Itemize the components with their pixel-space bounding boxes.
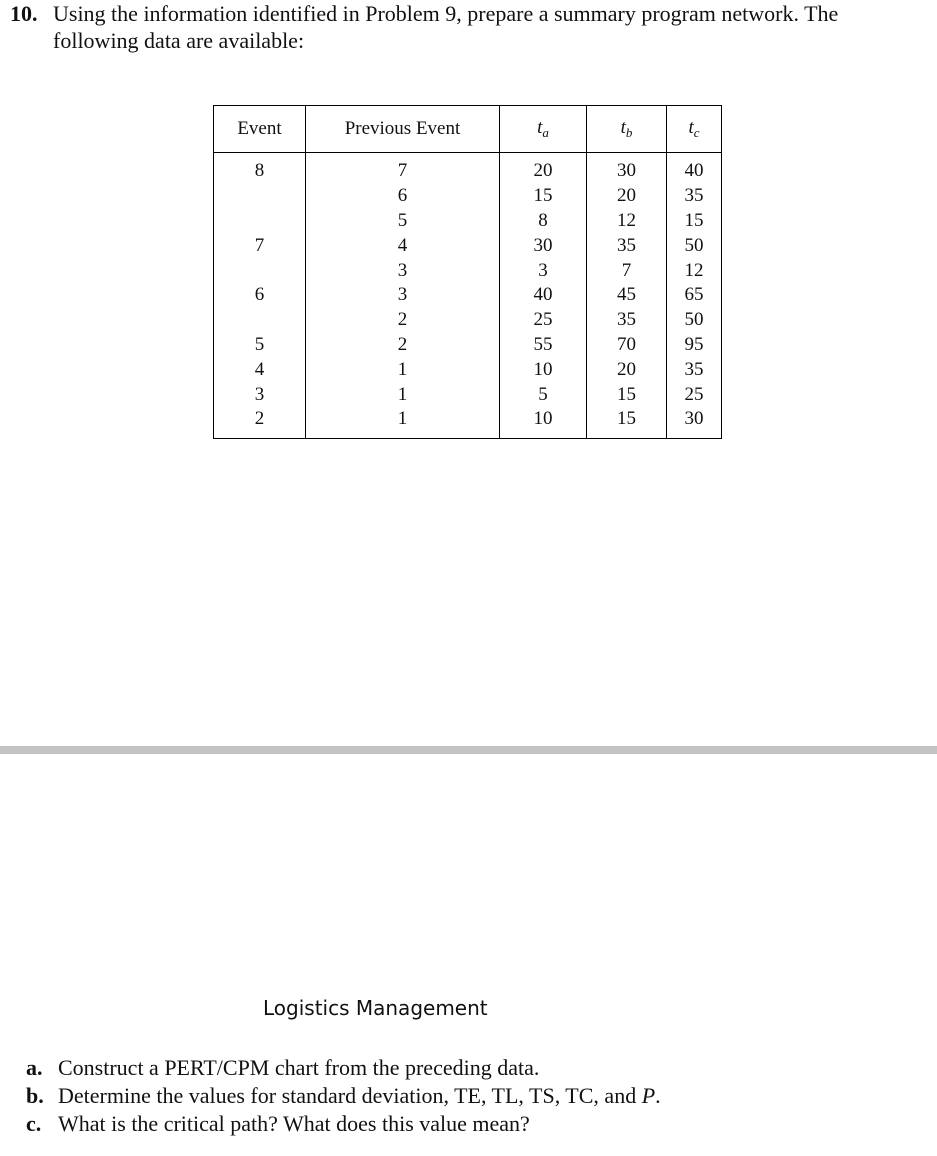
cell-previous: 4 — [306, 233, 500, 258]
cell-ta: 3 — [500, 258, 587, 283]
cell-ta: 10 — [500, 407, 587, 438]
cell-tb: 35 — [587, 308, 667, 333]
table-row — [214, 308, 722, 333]
question-text: What is the critical path? What does this value mean? — [58, 1111, 530, 1136]
table-row — [214, 283, 722, 308]
question-text: Determine the values for standard deviation, TE, TL, TS, TC, and — [58, 1083, 642, 1108]
question-letter: b. — [26, 1083, 44, 1108]
problem-statement — [10, 0, 925, 54]
table-row — [214, 233, 722, 258]
table-row — [214, 258, 722, 283]
cell-ta: 5 — [500, 382, 587, 407]
question-text-end: . — [655, 1083, 661, 1108]
cell-ta: 8 — [500, 209, 587, 234]
table-row — [214, 184, 722, 209]
problem-text: Using the information identified in Problem 9, prepare a summary program network. The following data are available: — [53, 1, 839, 53]
cell-tc: 12 — [667, 258, 722, 283]
cell-ta: 15 — [500, 184, 587, 209]
cell-tc: 15 — [667, 209, 722, 234]
question-list — [26, 1054, 926, 1138]
cell-event — [214, 308, 306, 333]
cell-previous: 7 — [306, 153, 500, 184]
cell-event: 6 — [214, 283, 306, 308]
cell-event: 8 — [214, 153, 306, 184]
cell-event — [214, 184, 306, 209]
data-table — [213, 105, 722, 439]
cell-ta: 25 — [500, 308, 587, 333]
cell-ta: 30 — [500, 233, 587, 258]
cell-previous: 3 — [306, 283, 500, 308]
cell-ta: 55 — [500, 333, 587, 358]
cell-tc: 35 — [667, 184, 722, 209]
cell-tc: 30 — [667, 407, 722, 438]
table-row — [214, 407, 722, 438]
cell-tb: 20 — [587, 184, 667, 209]
question-letter: a. — [26, 1055, 43, 1080]
cell-previous: 3 — [306, 258, 500, 283]
cell-event: 7 — [214, 233, 306, 258]
cell-ta: 20 — [500, 153, 587, 184]
question-b — [26, 1082, 926, 1110]
page-divider — [0, 746, 937, 754]
cell-event: 4 — [214, 357, 306, 382]
cell-previous: 1 — [306, 357, 500, 382]
cell-event — [214, 209, 306, 234]
cell-tb: 35 — [587, 233, 667, 258]
table-row — [214, 153, 722, 184]
question-text-italic: P — [641, 1083, 656, 1108]
question-text: Construct a PERT/CPM chart from the preceding data. — [58, 1055, 540, 1080]
header-tb-base: t — [620, 117, 626, 138]
cell-tb: 15 — [587, 407, 667, 438]
header-tc-sub: c — [693, 125, 700, 140]
table-row — [214, 209, 722, 234]
table-row — [214, 333, 722, 358]
cell-tc: 65 — [667, 283, 722, 308]
header-ta-sub: a — [542, 125, 549, 140]
header-previous-event: Previous Event — [306, 106, 500, 153]
question-c — [26, 1110, 926, 1138]
cell-previous: 2 — [306, 333, 500, 358]
header-ta-base: t — [537, 117, 543, 138]
cell-tb: 70 — [587, 333, 667, 358]
cell-event: 2 — [214, 407, 306, 438]
cell-event — [214, 258, 306, 283]
cell-event: 5 — [214, 333, 306, 358]
question-a — [26, 1054, 926, 1082]
cell-event: 3 — [214, 382, 306, 407]
cell-tb: 45 — [587, 283, 667, 308]
cell-tc: 35 — [667, 357, 722, 382]
cell-previous: 2 — [306, 308, 500, 333]
cell-tb: 30 — [587, 153, 667, 184]
table-header-row — [214, 106, 722, 153]
header-tc-base: t — [688, 117, 694, 138]
cell-ta: 40 — [500, 283, 587, 308]
question-letter: c. — [26, 1111, 42, 1136]
cell-ta: 10 — [500, 357, 587, 382]
cell-tb: 20 — [587, 357, 667, 382]
header-tb — [587, 106, 667, 153]
cell-previous: 6 — [306, 184, 500, 209]
cell-previous: 1 — [306, 382, 500, 407]
problem-number: 10. — [10, 1, 38, 26]
cell-previous: 1 — [306, 407, 500, 438]
book-title: Logistics Management — [263, 996, 488, 1020]
cell-tb: 15 — [587, 382, 667, 407]
cell-tc: 25 — [667, 382, 722, 407]
cell-tc: 40 — [667, 153, 722, 184]
header-ta — [500, 106, 587, 153]
header-tc — [667, 106, 722, 153]
table-row — [214, 357, 722, 382]
cell-tc: 50 — [667, 308, 722, 333]
header-event: Event — [214, 106, 306, 153]
cell-tc: 50 — [667, 233, 722, 258]
cell-tc: 95 — [667, 333, 722, 358]
cell-previous: 5 — [306, 209, 500, 234]
cell-tb: 12 — [587, 209, 667, 234]
header-tb-sub: b — [625, 125, 633, 140]
table-row — [214, 382, 722, 407]
cell-tb: 7 — [587, 258, 667, 283]
